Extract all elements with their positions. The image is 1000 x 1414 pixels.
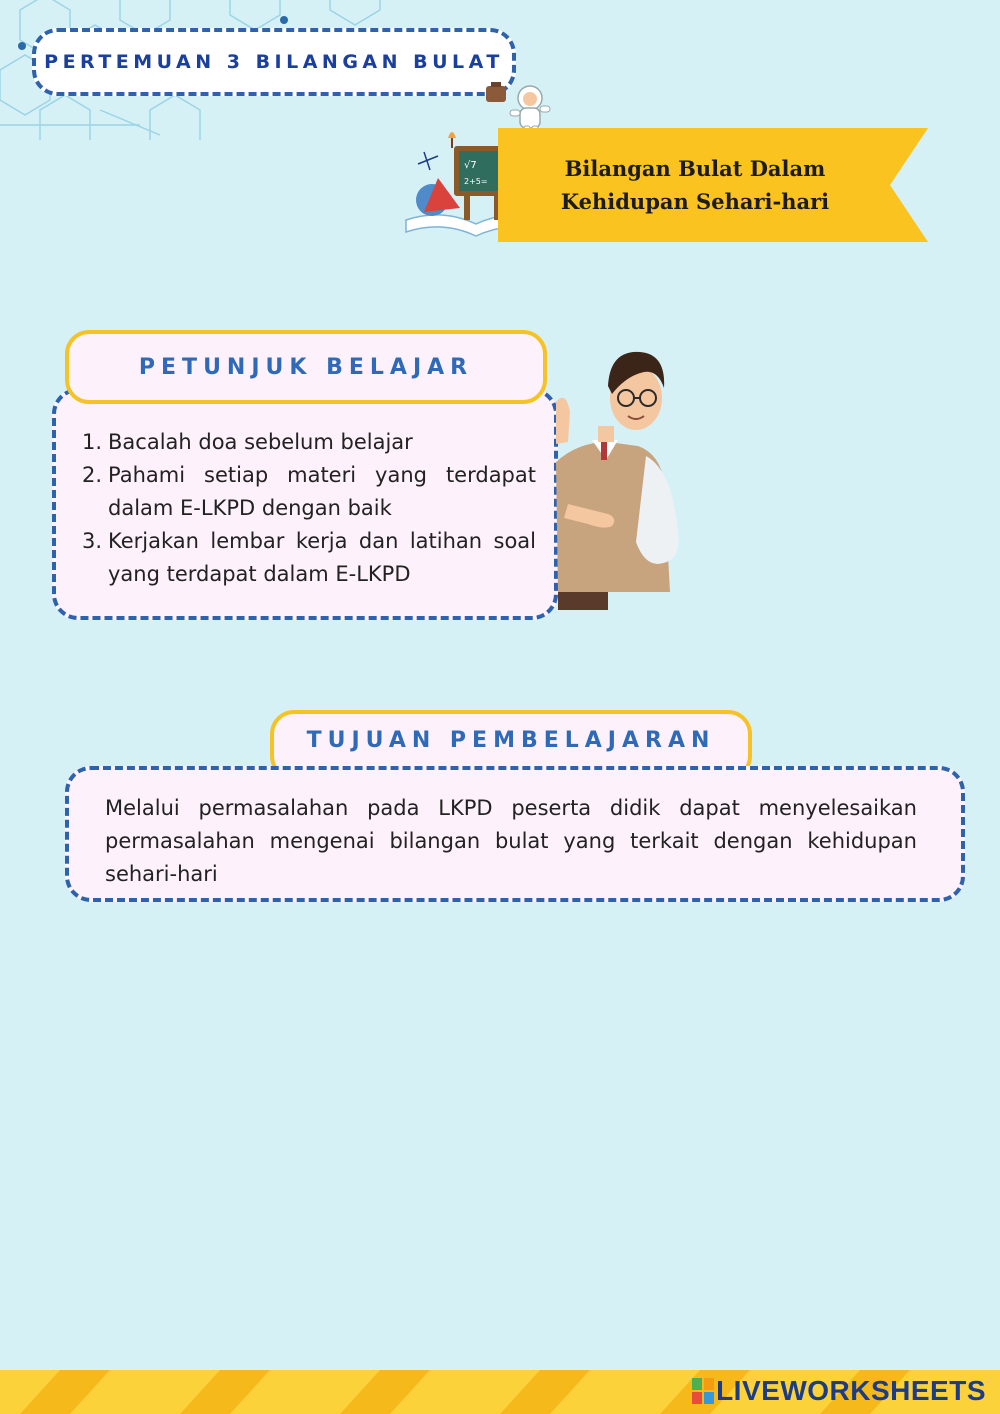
list-text: Bacalah doa sebelum belajar	[108, 430, 413, 454]
tujuan-title: TUJUAN PEMBELAJARAN	[306, 728, 716, 753]
banner-title	[540, 152, 850, 218]
teacher-illustration-icon	[548, 342, 688, 614]
list-text: Kerjakan lembar kerja dan latihan soal yang terdapat dalam E-LKPD	[108, 529, 536, 586]
liveworksheets-logo-icon	[692, 1378, 714, 1404]
petunjuk-list	[82, 426, 536, 591]
list-item	[82, 525, 536, 591]
list-text: Pahami setiap materi yang terdapat dalam E-LKPD dengan baik	[108, 463, 536, 520]
list-number: 2.	[82, 463, 103, 487]
tujuan-text: Melalui permasalahan pada LKPD peserta didik dapat menyelesaikan permasalahan mengenai bilangan bulat yang terkait dengan kehidupan sehari-hari	[105, 796, 917, 886]
footer-brand: LIVEWORKSHEETS	[716, 1375, 986, 1406]
list-item	[82, 426, 536, 459]
petunjuk-tab	[65, 330, 547, 404]
svg-text:2+5=: 2+5=	[464, 177, 488, 186]
petunjuk-title: PETUNJUK BELAJAR	[138, 354, 474, 380]
list-number: 1.	[82, 430, 103, 454]
footer-logo	[692, 1374, 986, 1408]
list-item	[82, 459, 536, 525]
header-pill	[32, 28, 516, 96]
banner-line-2: Kehidupan Sehari-hari	[560, 189, 830, 214]
svg-text:√7: √7	[464, 160, 477, 171]
list-number: 3.	[82, 529, 103, 553]
tujuan-card	[65, 766, 965, 902]
page-title: PERTEMUAN 3 BILANGAN BULAT	[44, 51, 504, 73]
banner-line-1: Bilangan Bulat Dalam	[564, 156, 826, 181]
petunjuk-card	[52, 388, 558, 620]
